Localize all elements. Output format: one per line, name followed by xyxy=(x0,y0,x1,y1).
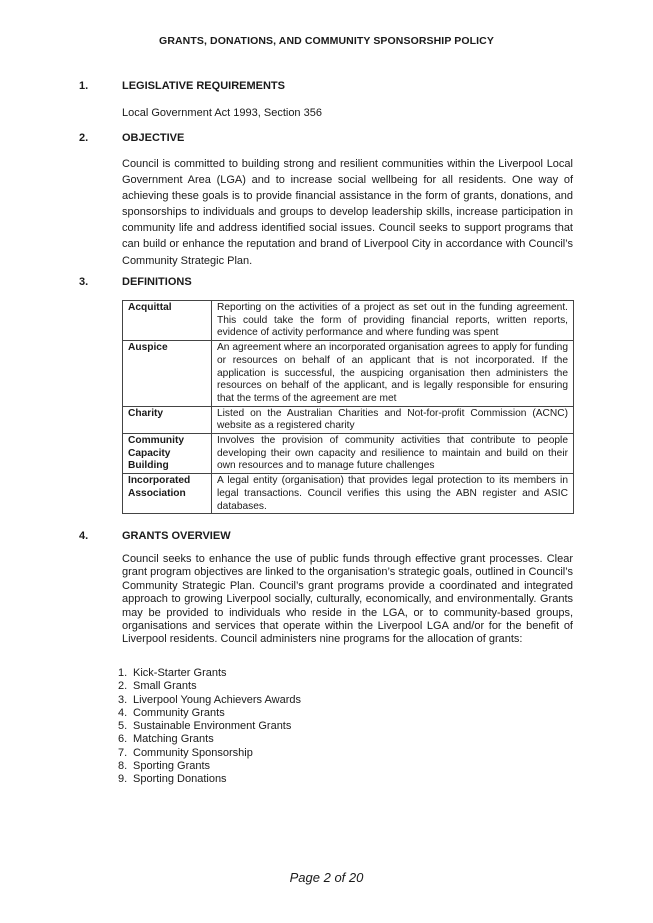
definition-description: Involves the provision of community activities that contribute to people developing their own capacity and resilience to maintain and build on their own resources and to manage future challenges xyxy=(212,434,574,474)
list-number: 3. xyxy=(118,693,128,706)
section-body: Local Government Act 1993, Section 356 xyxy=(122,107,322,119)
table-row xyxy=(123,474,574,514)
list-number: 5. xyxy=(118,720,128,733)
list-item xyxy=(118,680,301,693)
list-label: Matching Grants xyxy=(133,733,214,746)
list-number: 1. xyxy=(118,667,128,679)
list-item xyxy=(118,733,301,746)
section-number: 2. xyxy=(79,132,89,144)
list-item xyxy=(118,720,301,733)
definition-description: Reporting on the activities of a project as set out in the funding agreement. This could take the form of providing financial reports, written reports, evidence of activity performance and where funding was spent xyxy=(212,301,574,341)
section-number: 1. xyxy=(79,80,89,92)
table-row xyxy=(123,341,574,407)
section-title: OBJECTIVE xyxy=(122,132,185,144)
table-row xyxy=(123,301,574,341)
list-number: 9. xyxy=(118,773,128,786)
section-body: Council is committed to building strong and resilient communities within the Liverpool Local Government Area (LGA) and to increase social wellbeing for all residents. One way of achieving these goals is to provide financial assistance in the form of grants, donations, and sponsorships to individuals and groups to develop leadership skills, increase participation in community life and address identified social issues. Council seeks to support programs that can build or enhance the reputation and brand of Liverpool City in accordance with Council’s Community Strategic Plan. xyxy=(122,158,573,267)
definition-description: Listed on the Australian Charities and Not-for-profit Commission (ACNC) website as a registered charity xyxy=(212,406,574,433)
list-item xyxy=(118,760,301,773)
section-title: DEFINITIONS xyxy=(122,276,192,288)
list-label: Sporting Grants xyxy=(133,760,211,773)
list-item xyxy=(118,707,301,720)
list-item xyxy=(118,667,301,680)
grant-programs-list xyxy=(118,667,301,787)
section-body: Council seeks to enhance the use of public funds through effective grant processes. Clear grant program objectives are linked to the organisation’s strategic goals, outlined in Council’s Community Strategic Plan. Council’s grant programs provide a coordinated and integrated approach to growing Liverpool socially, culturally, economically, and environmentally. Grants may be provided to individuals who reside in the LGA, or to community-based groups, organisations and services that operate within the Liverpool LGA and/or for the benefit of Liverpool residents. Council administers nine programs for the allocation of grants: xyxy=(122,553,573,646)
list-label: Kick-Starter Grants xyxy=(133,667,227,679)
list-item xyxy=(118,773,301,786)
list-item xyxy=(118,694,301,707)
section-title: GRANTS OVERVIEW xyxy=(122,530,231,542)
section-number: 4. xyxy=(79,530,89,542)
section-number: 3. xyxy=(79,276,89,288)
list-number: 6. xyxy=(118,733,128,746)
list-label: Community Sponsorship xyxy=(133,746,253,759)
definition-term: Incorporated Association xyxy=(123,474,212,514)
list-label: Liverpool Young Achievers Awards xyxy=(133,693,301,706)
list-number: 4. xyxy=(118,706,128,719)
list-label: Sporting Donations xyxy=(133,773,227,786)
list-item xyxy=(118,747,301,760)
section-title: LEGISLATIVE REQUIREMENTS xyxy=(122,80,285,92)
page-number: Page 2 of 20 xyxy=(289,870,364,885)
table-row xyxy=(123,406,574,433)
list-number: 8. xyxy=(118,760,128,773)
definition-term: Charity xyxy=(123,406,212,433)
definition-term: Acquittal xyxy=(123,301,212,341)
list-label: Sustainable Environment Grants xyxy=(133,720,292,733)
definition-term: Auspice xyxy=(123,341,212,407)
definitions-table xyxy=(122,300,574,514)
list-label: Small Grants xyxy=(133,680,197,693)
list-number: 2. xyxy=(118,680,128,693)
definition-term: Community Capacity Building xyxy=(123,434,212,474)
list-label: Community Grants xyxy=(133,706,225,719)
definition-description: A legal entity (organisation) that provides legal protection to its members in legal transactions. Council verifies this using the ABN register and ASIC databases. xyxy=(212,474,574,514)
table-row xyxy=(123,434,574,474)
definition-description: An agreement where an incorporated organisation agrees to apply for funding or resources on behalf of an applicant that is not incorporated. If the application is successful, the auspicing organisation then administers the resources on behalf of the applicant, and is legally responsible for ensuring that the terms of the agreement are met xyxy=(212,341,574,407)
list-number: 7. xyxy=(118,746,128,759)
page-header: GRANTS, DONATIONS, AND COMMUNITY SPONSORSHIP POLICY xyxy=(159,35,494,47)
